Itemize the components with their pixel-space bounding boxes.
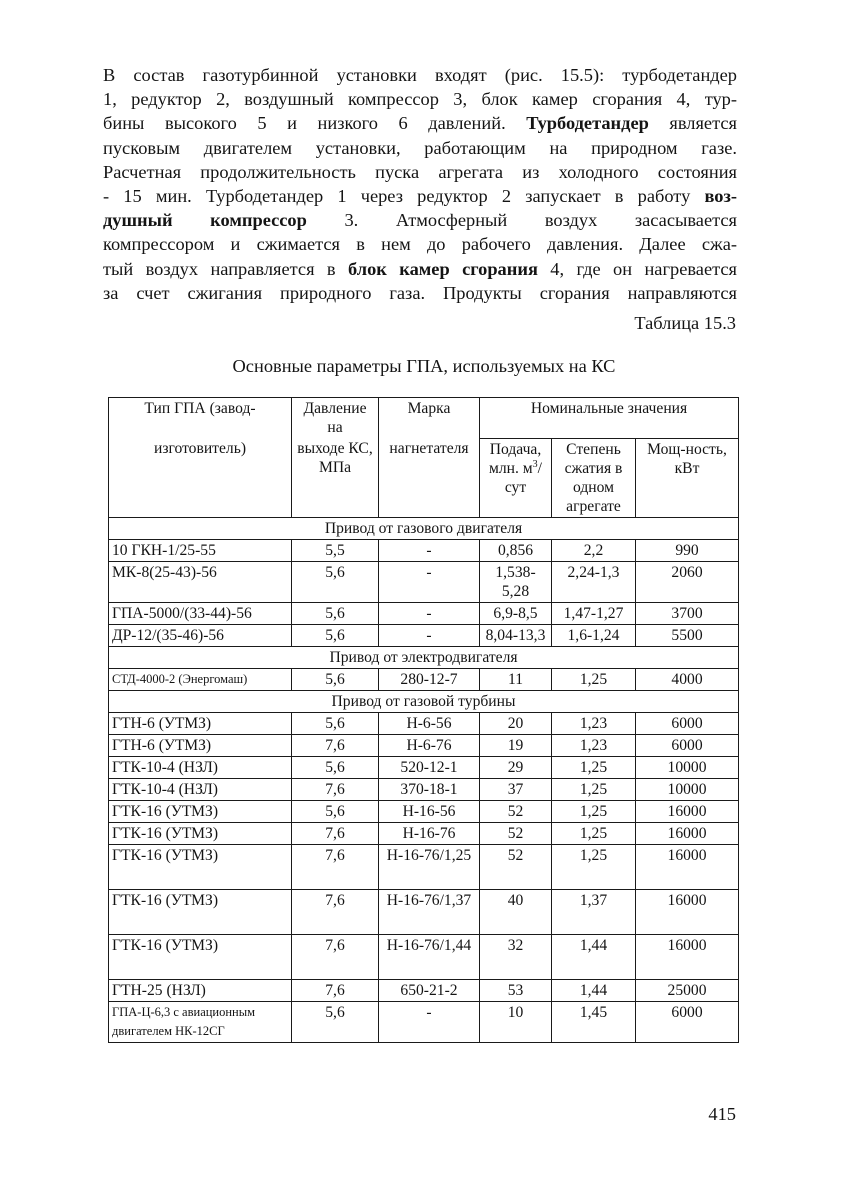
cell-brand: 520-12-1 (379, 756, 480, 778)
cell-ratio: 1,23 (552, 734, 636, 756)
table-row (109, 712, 739, 734)
header-ratio: Степень сжатия в одном агрегате (552, 438, 636, 517)
cell-pressure: 5,6 (292, 800, 379, 822)
header-type-cont: изготовитель) (109, 438, 292, 517)
cell-ratio: 1,44 (552, 979, 636, 1001)
cell-power: 5500 (636, 624, 739, 646)
cell-brand: 280-12-7 (379, 668, 480, 690)
cell-brand: Н-6-76 (379, 734, 480, 756)
cell-ratio: 1,25 (552, 668, 636, 690)
paragraph-line: 1, редуктор 2, воздушный компрессор 3, блок камер сгорания 4, тур- (103, 89, 737, 110)
parameters-table (108, 397, 739, 1043)
section-title: Привод от газовой турбины (109, 690, 739, 712)
cell-power: 16000 (636, 889, 739, 934)
cell-power: 10000 (636, 756, 739, 778)
header-type: Тип ГПА (завод- (109, 398, 292, 439)
cell-power: 16000 (636, 822, 739, 844)
cell-flow: 37 (480, 778, 552, 800)
cell-ratio: 1,25 (552, 778, 636, 800)
cell-brand: 370-18-1 (379, 778, 480, 800)
cell-type: ГТК-16 (УТМЗ) (109, 889, 292, 934)
cell-power: 990 (636, 539, 739, 561)
cell-pressure: 5,6 (292, 712, 379, 734)
page-number: 415 (708, 1104, 736, 1124)
cell-pressure: 5,5 (292, 539, 379, 561)
section-title: Привод от газового двигателя (109, 517, 739, 539)
cell-type: МК-8(25-43)-56 (109, 561, 292, 602)
table-row (109, 561, 739, 602)
cell-power: 16000 (636, 934, 739, 979)
cell-flow: 32 (480, 934, 552, 979)
cell-ratio: 2,24-1,3 (552, 561, 636, 602)
cell-power: 6000 (636, 734, 739, 756)
cell-flow: 52 (480, 800, 552, 822)
bold-term: воз- (704, 185, 737, 206)
cell-pressure: 7,6 (292, 778, 379, 800)
section-header-row (109, 690, 739, 712)
body-paragraph (103, 63, 737, 305)
cell-ratio: 1,37 (552, 889, 636, 934)
cell-power: 2060 (636, 561, 739, 602)
paragraph-line: компрессором и сжимается в нем до рабочего давления. Далее сжа- (103, 234, 737, 255)
cell-brand: Н-16-76 (379, 822, 480, 844)
cell-pressure: 5,6 (292, 624, 379, 646)
cell-type: ГТН-6 (УТМЗ) (109, 712, 292, 734)
cell-power: 10000 (636, 778, 739, 800)
cell-pressure: 7,6 (292, 734, 379, 756)
cell-brand: Н-16-76/1,37 (379, 889, 480, 934)
cell-power: 16000 (636, 800, 739, 822)
table-row (109, 889, 739, 934)
header-flow: Подача, млн. $м^3$/сут (480, 438, 552, 517)
bold-term: душный компрессор (103, 210, 307, 231)
header-brand-bottom: нагнетателя (379, 438, 480, 517)
cell-pressure: 5,6 (292, 1001, 379, 1042)
cell-power: 3700 (636, 602, 739, 624)
cell-ratio: 1,25 (552, 756, 636, 778)
cell-pressure: 5,6 (292, 756, 379, 778)
cell-type: ГТК-10-4 (НЗЛ) (109, 756, 292, 778)
cell-brand: - (379, 602, 480, 624)
cell-brand: - (379, 561, 480, 602)
table-row (109, 1001, 739, 1042)
cell-type: ГПА-5000/(33-44)-56 (109, 602, 292, 624)
cell-flow: 0,856 (480, 539, 552, 561)
paragraph-line: В состав газотурбинной установки входят (рис. 15.5): турбодетандер (103, 65, 737, 85)
bold-term: блок камер сгорания (348, 258, 538, 279)
header-pressure-top: Давление на (292, 398, 379, 439)
cell-pressure: 5,6 (292, 668, 379, 690)
table-row (109, 668, 739, 690)
table-number: Таблица 15.3 (634, 313, 736, 333)
paragraph-line: - 15 мин. Турбодетандер 1 через редуктор 2 запускает в работу воз- (103, 185, 737, 206)
cell-brand: Н-6-56 (379, 712, 480, 734)
table-row (109, 800, 739, 822)
cell-brand: - (379, 539, 480, 561)
cell-ratio: 1,44 (552, 934, 636, 979)
cell-power: 25000 (636, 979, 739, 1001)
cell-ratio: 1,47-1,27 (552, 602, 636, 624)
cell-type: ДР-12/(35-46)-56 (109, 624, 292, 646)
cell-flow: 1,538-5,28 (480, 561, 552, 602)
cell-flow: 11 (480, 668, 552, 690)
cell-type: СТД-4000-2 (Энергомаш) (109, 668, 292, 690)
cell-flow: 10 (480, 1001, 552, 1042)
cell-type: 10 ГКН-1/25-55 (109, 539, 292, 561)
paragraph-line: за счет сжигания природного газа. Продукты сгорания направляются (103, 282, 737, 303)
cell-pressure: 5,6 (292, 602, 379, 624)
cell-flow: 52 (480, 822, 552, 844)
table-row (109, 539, 739, 561)
cell-pressure: 7,6 (292, 934, 379, 979)
header-power: Мощ-ность, кВт (636, 438, 739, 517)
cell-ratio: 1,25 (552, 844, 636, 889)
cell-power: 4000 (636, 668, 739, 690)
table-caption: Основные параметры ГПА, используемых на КС (232, 356, 616, 376)
cell-flow: 40 (480, 889, 552, 934)
table-row (109, 756, 739, 778)
cell-power: 16000 (636, 844, 739, 889)
cell-pressure: 7,6 (292, 889, 379, 934)
cell-type: ГТК-10-4 (НЗЛ) (109, 778, 292, 800)
cell-brand: 650-21-2 (379, 979, 480, 1001)
paragraph-line: тый воздух направляется в блок камер сгорания 4, где он нагревается (103, 258, 738, 279)
cell-type: ГТК-16 (УТМЗ) (109, 800, 292, 822)
cell-flow: 19 (480, 734, 552, 756)
table-row (109, 602, 739, 624)
cell-type: ГПА-Ц-6,3 с авиационным двигателем НК-12СГ (109, 1001, 292, 1042)
table-row (109, 734, 739, 756)
paragraph-line: душный компрессор 3. Атмосферный воздух засасывается (103, 210, 738, 231)
bold-term: Турбодетандер (526, 113, 649, 134)
cell-flow: 53 (480, 979, 552, 1001)
cell-ratio: 1,25 (552, 800, 636, 822)
cell-ratio: 1,6-1,24 (552, 624, 636, 646)
table-row (109, 822, 739, 844)
cell-type: ГТК-16 (УТМЗ) (109, 934, 292, 979)
cell-type: ГТН-6 (УТМЗ) (109, 734, 292, 756)
cell-brand: - (379, 1001, 480, 1042)
cell-pressure: 7,6 (292, 844, 379, 889)
paragraph-line: бины высокого 5 и низкого 6 давлений. Турбодетандер является (103, 113, 737, 134)
cell-flow: 52 (480, 844, 552, 889)
section-header-row (109, 646, 739, 668)
section-header-row (109, 517, 739, 539)
cell-brand: Н-16-76/1,44 (379, 934, 480, 979)
table-row (109, 844, 739, 889)
cell-flow: 8,04-13,3 (480, 624, 552, 646)
cell-pressure: 7,6 (292, 979, 379, 1001)
cell-power: 6000 (636, 1001, 739, 1042)
cell-pressure: 7,6 (292, 822, 379, 844)
table-row (109, 934, 739, 979)
paragraph-line: Расчетная продолжительность пуска агрегата из холодного состояния (103, 161, 737, 182)
header-pressure-bottom: выходе КС, МПа (292, 438, 379, 517)
cell-ratio: 1,45 (552, 1001, 636, 1042)
cell-flow: 20 (480, 712, 552, 734)
table-row (109, 979, 739, 1001)
cell-ratio: 1,25 (552, 822, 636, 844)
cell-brand: Н-16-76/1,25 (379, 844, 480, 889)
paragraph-line: пусковым двигателем установки, работающим на природном газе. (103, 137, 737, 158)
cell-flow: 6,9-8,5 (480, 602, 552, 624)
cell-brand: Н-16-56 (379, 800, 480, 822)
table-row (109, 778, 739, 800)
cell-type: ГТК-16 (УТМЗ) (109, 844, 292, 889)
cell-pressure: 5,6 (292, 561, 379, 602)
cell-type: ГТК-16 (УТМЗ) (109, 822, 292, 844)
header-nominal: Номинальные значения (480, 398, 739, 439)
section-title: Привод от электродвигателя (109, 646, 739, 668)
cell-ratio: 2,2 (552, 539, 636, 561)
table-row (109, 624, 739, 646)
cell-flow: 29 (480, 756, 552, 778)
cell-brand: - (379, 624, 480, 646)
cell-power: 6000 (636, 712, 739, 734)
cell-ratio: 1,23 (552, 712, 636, 734)
header-brand-top: Марка (379, 398, 480, 439)
cell-type: ГТН-25 (НЗЛ) (109, 979, 292, 1001)
